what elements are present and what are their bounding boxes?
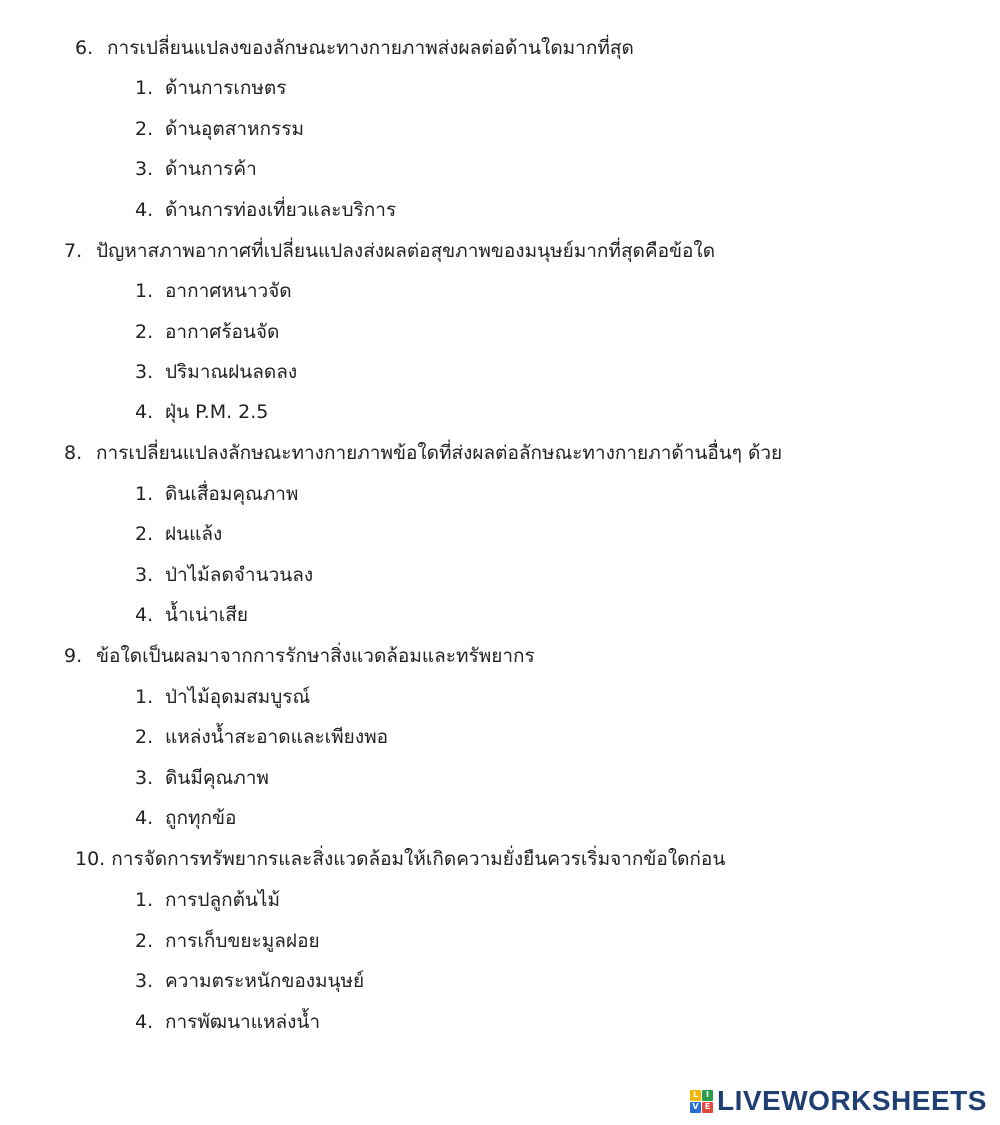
option-number: 4. [135,807,154,829]
question-10-option-1 [135,888,280,912]
option-number: 3. [135,158,154,180]
option-text: ฝนแล้ง [165,523,223,545]
logo-mark-tile: I [702,1090,713,1101]
question-6-option-4 [135,198,396,222]
question-text: ปัญหาสภาพอากาศที่เปลี่ยนแปลงส่งผลต่อสุขภาพของมนุษย์มากที่สุดคือข้อใด [96,240,716,262]
question-8-option-2 [135,522,222,546]
option-number: 1. [135,280,154,302]
option-text: การปลูกต้นไม้ [165,889,280,911]
option-text: การเก็บขยะมูลฝอย [165,930,320,952]
question-6-option-2 [135,117,304,141]
option-text: การพัฒนาแหล่งน้ำ [165,1011,321,1033]
option-number: 2. [135,726,154,748]
question-10-option-3 [135,969,364,993]
option-text: ความตระหนักของมนุษย์ [165,970,365,992]
question-9-option-1 [135,685,310,709]
option-number: 3. [135,361,154,383]
option-number: 1. [135,889,154,911]
logo-mark-tile: E [702,1102,713,1113]
question-6 [75,36,634,60]
option-text: ด้านการเกษตร [165,77,287,99]
option-text: ฝุ่น P.M. 2.5 [165,401,269,423]
option-number: 2. [135,321,154,343]
question-text: การจัดการทรัพยากรและสิ่งแวดล้อมให้เกิดความยั่งยืนควรเริ่มจากข้อใดก่อน [111,848,726,870]
question-text: ข้อใดเป็นผลมาจากการรักษาสิ่งแวดล้อมและทรัพยากร [96,645,535,667]
question-number: 6. [75,37,94,59]
question-7 [64,239,715,263]
option-number: 4. [135,1011,154,1033]
question-number: 10. [75,848,106,870]
option-number: 4. [135,199,154,221]
option-number: 3. [135,564,154,586]
question-6-option-1 [135,76,286,100]
liveworksheets-logo [690,1086,987,1116]
option-number: 3. [135,767,154,789]
option-text: แหล่งน้ำสะอาดและเพียงพอ [165,726,389,748]
question-8-option-1 [135,482,298,506]
option-number: 2. [135,523,154,545]
option-text: ด้านการค้า [165,158,257,180]
logo-mark-icon [690,1090,713,1113]
option-number: 4. [135,604,154,626]
option-number: 1. [135,483,154,505]
question-10-option-4 [135,1010,320,1034]
option-text: ถูกทุกข้อ [165,807,237,829]
question-9-option-2 [135,725,388,749]
question-9 [64,644,535,668]
option-number: 1. [135,77,154,99]
option-text: ปริมาณฝนลดลง [165,361,298,383]
option-text: ป่าไม้อุดมสมบูรณ์ [165,686,311,708]
option-text: ป่าไม้ลดจำนวนลง [165,564,314,586]
question-7-option-2 [135,320,279,344]
question-7-option-1 [135,279,292,303]
option-text: ดินมีคุณภาพ [165,767,269,789]
question-number: 7. [64,240,83,262]
option-text: ด้านอุตสาหกรรม [165,118,304,140]
question-6-option-3 [135,157,257,181]
option-number: 3. [135,970,154,992]
option-number: 4. [135,401,154,423]
option-number: 2. [135,930,154,952]
question-number: 9. [64,645,83,667]
question-8 [64,441,782,465]
option-text: อากาศร้อนจัด [165,321,280,343]
question-8-option-3 [135,563,313,587]
question-8-option-4 [135,603,248,627]
logo-mark-tile: L [690,1090,701,1101]
question-7-option-3 [135,360,297,384]
option-number: 1. [135,686,154,708]
logo-mark-tile: V [690,1102,701,1113]
question-text: การเปลี่ยนแปลงลักษณะทางกายภาพข้อใดที่ส่งผลต่อลักษณะทางกายภาด้านอื่นๆ ด้วย [96,442,783,464]
option-text: ด้านการท่องเที่ยวและบริการ [165,199,397,221]
question-9-option-4 [135,806,236,830]
option-text: ดินเสื่อมคุณภาพ [165,483,299,505]
question-10-option-2 [135,929,320,953]
question-9-option-3 [135,766,269,790]
option-number: 2. [135,118,154,140]
question-number: 8. [64,442,83,464]
option-text: อากาศหนาวจัด [165,280,292,302]
question-text: การเปลี่ยนแปลงของลักษณะทางกายภาพส่งผลต่อด้านใดมากที่สุด [107,37,634,59]
question-7-option-4 [135,400,268,424]
logo-text: LIVEWORKSHEETS [717,1085,987,1116]
option-text: น้ำเน่าเสีย [165,604,249,626]
question-10 [75,847,725,871]
